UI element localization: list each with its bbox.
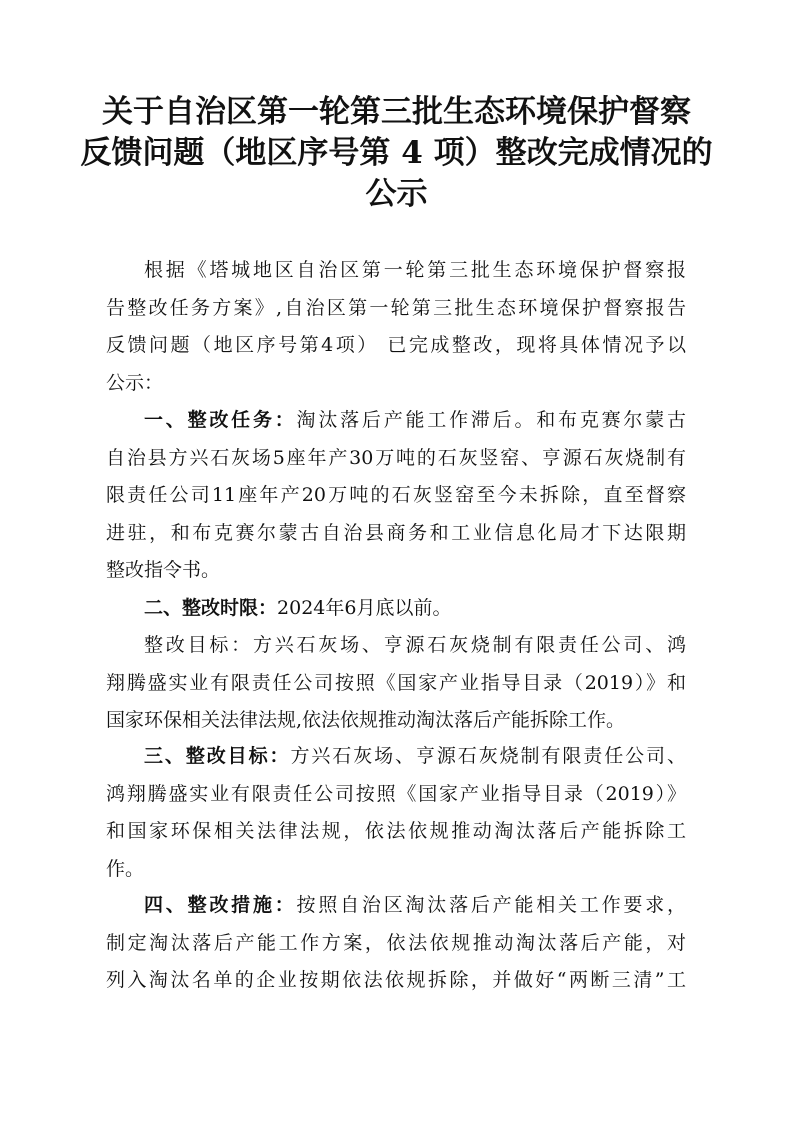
title-line-3: 公示 [365,176,428,212]
section-1-line-5: 整改指令书。 [106,559,221,582]
goal-line-1: 整改目标：方兴石灰场、亨源石灰烧制有限责任公司、鸿 [144,634,686,656]
intro-line-1: 根据《塔城地区自治区第一轮第三批生态环境保护督察报 [144,259,686,281]
goal-paragraph [106,627,686,740]
intro-line-3: 反馈问题（地区序号第4项） 已完成整改，现将具体情况予以 [106,334,686,357]
section-1-heading: 一、整改任务： [144,409,297,431]
goal-line-2: 翔腾盛实业有限责任公司按照《国家产业指导目录（2019）》和 [106,671,686,694]
intro-paragraph [106,252,686,402]
section-1-line-1 [106,402,686,440]
section-3-line-4: 作。 [106,857,145,880]
section-2-line-1 [106,590,686,628]
section-3-paragraph [106,738,686,888]
section-4-line-2: 制定淘汰落后产能工作方案，依法依规推动淘汰落后产能，对 [106,931,686,954]
title-line-1: 关于自治区第一轮第三批生态环境保护督察 [102,94,691,130]
intro-line-2: 告整改任务方案》,自治区第一轮第三批生态环境保护督察报告 [106,296,686,319]
section-2-paragraph [106,590,686,628]
document-title [60,92,733,215]
section-4-heading: 四、整改措施： [144,894,297,916]
section-1-line-1-text: 淘汰落后产能工作滞后。和布克赛尔蒙古 [296,409,686,431]
section-1-line-4: 进驻，和布克赛尔蒙古自治县商务和工业信息化局才下达限期 [106,521,686,544]
section-3-line-1-text: 方兴石灰场、亨源石灰烧制有限责任公司、 [290,745,686,767]
section-2-text: 2024年6月底以前。 [277,597,452,619]
section-3-line-2: 鸿翔腾盛实业有限责任公司按照《国家产业指导目录（2019）》 [106,782,686,805]
section-1-line-2: 自治县方兴石灰场5座年产30万吨的石灰竖窑、亨源石灰烧制有 [106,446,686,469]
section-3-line-1 [106,738,686,776]
section-1-line-3: 限责任公司11座年产20万吨的石灰竖窑至今未拆除，直至督察 [106,484,686,507]
goal-line-3: 国家环保相关法律法规,依法依规推动淘汰落后产能拆除工作。 [106,709,626,732]
section-3-heading: 三、整改目标： [144,745,291,767]
section-4-paragraph [106,887,686,1000]
section-4-line-1-text: 按照自治区淘汰落后产能相关工作要求， [296,894,686,916]
section-1-paragraph [106,402,686,590]
section-4-line-1 [106,887,686,925]
intro-line-4: 公示： [106,371,164,394]
section-4-line-3: 列入淘汰名单的企业按期依法依规拆除，并做好“两断三清”工 [106,969,686,992]
title-line-2: 反馈问题（地区序号第 4 项）整改完成情况的 [80,135,713,171]
section-2-heading: 二、整改时限： [144,597,278,619]
section-3-line-3: 和国家环保相关法律法规，依法依规推动淘汰落后产能拆除工 [106,820,686,843]
